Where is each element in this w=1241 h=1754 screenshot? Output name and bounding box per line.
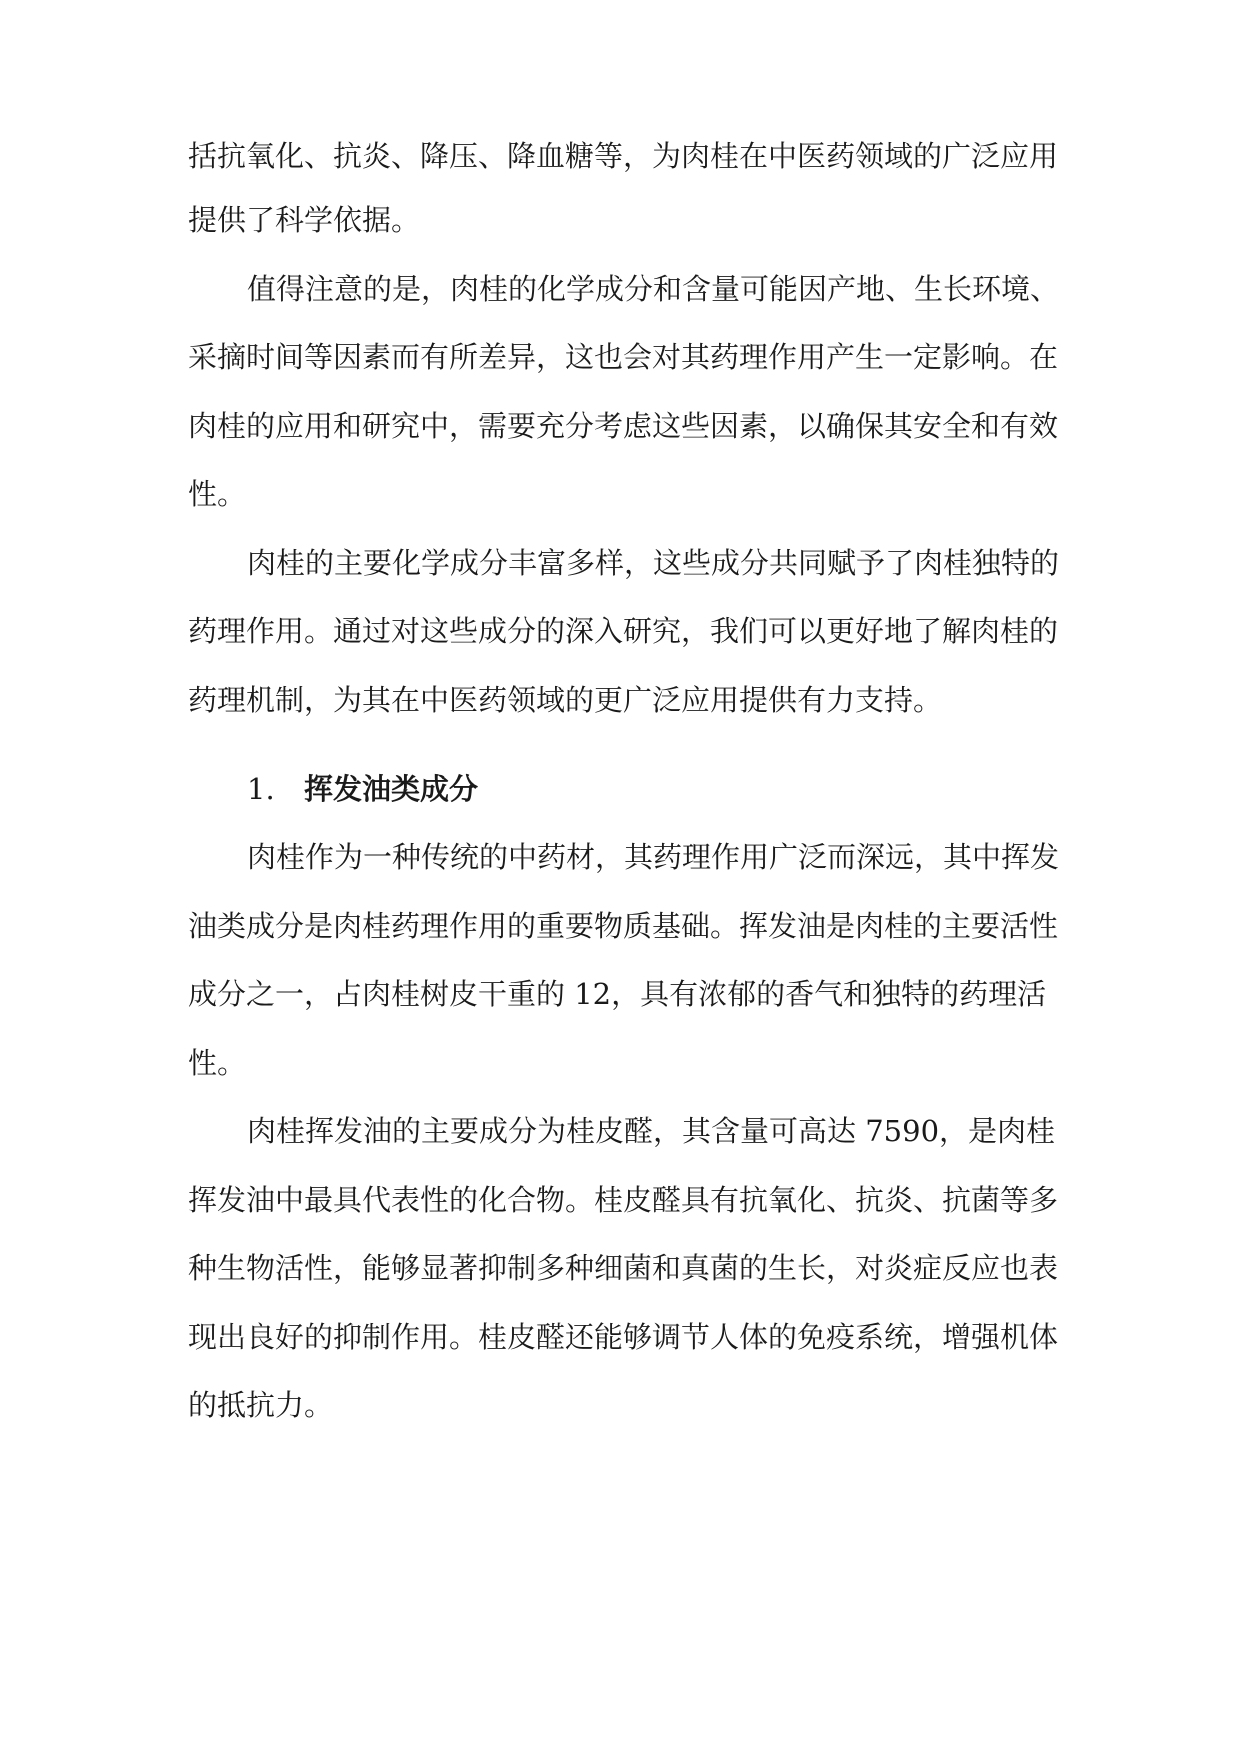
paragraph-line: 的抵抗力。 [188, 1388, 334, 1422]
paragraph-line: 采摘时间等因素而有所差异，这也会对其药理作用产生一定影响。在 [188, 340, 1059, 374]
paragraph-line: 括抗氧化、抗炎、降压、降血糖等，为肉桂在中医药领域的广泛应用 [188, 139, 1059, 173]
paragraph-line: 种生物活性，能够显著抑制多种细菌和真菌的生长，对炎症反应也表 [188, 1251, 1059, 1285]
paragraph-line: 肉桂的应用和研究中，需要充分考虑这些因素，以确保其安全和有效 [188, 409, 1059, 443]
section-title: 挥发油类成分 [304, 772, 479, 806]
section-heading [247, 769, 478, 809]
paragraph-line: 药理作用。通过对这些成分的深入研究，我们可以更好地了解肉桂的 [188, 614, 1059, 648]
paragraph-line: 值得注意的是，肉桂的化学成分和含量可能因产地、生长环境、 [247, 272, 1060, 306]
paragraph-line: 成分之一，占肉桂树皮干重的 12，具有浓郁的香气和独特的药理活 [188, 977, 1047, 1011]
paragraph-line: 提供了科学依据。 [188, 203, 421, 237]
paragraph-line: 肉桂作为一种传统的中药材，其药理作用广泛而深远，其中挥发 [247, 840, 1060, 874]
paragraph-line: 肉桂挥发油的主要成分为桂皮醛，其含量可高达 7590，是肉桂 [247, 1114, 1056, 1148]
paragraph-line: 肉桂的主要化学成分丰富多样，这些成分共同赋予了肉桂独特的 [247, 546, 1060, 580]
paragraph-line: 药理机制，为其在中医药领域的更广泛应用提供有力支持。 [188, 683, 943, 717]
paragraph-line: 现出良好的抑制作用。桂皮醛还能够调节人体的免疫系统，增强机体 [188, 1320, 1059, 1354]
paragraph-line: 油类成分是肉桂药理作用的重要物质基础。挥发油是肉桂的主要活性 [188, 909, 1059, 943]
paragraph-line: 性。 [188, 477, 247, 511]
section-number: 1. [247, 772, 275, 806]
paragraph-line: 挥发油中最具代表性的化合物。桂皮醛具有抗氧化、抗炎、抗菌等多 [188, 1183, 1059, 1217]
paragraph-line: 性。 [188, 1046, 247, 1080]
